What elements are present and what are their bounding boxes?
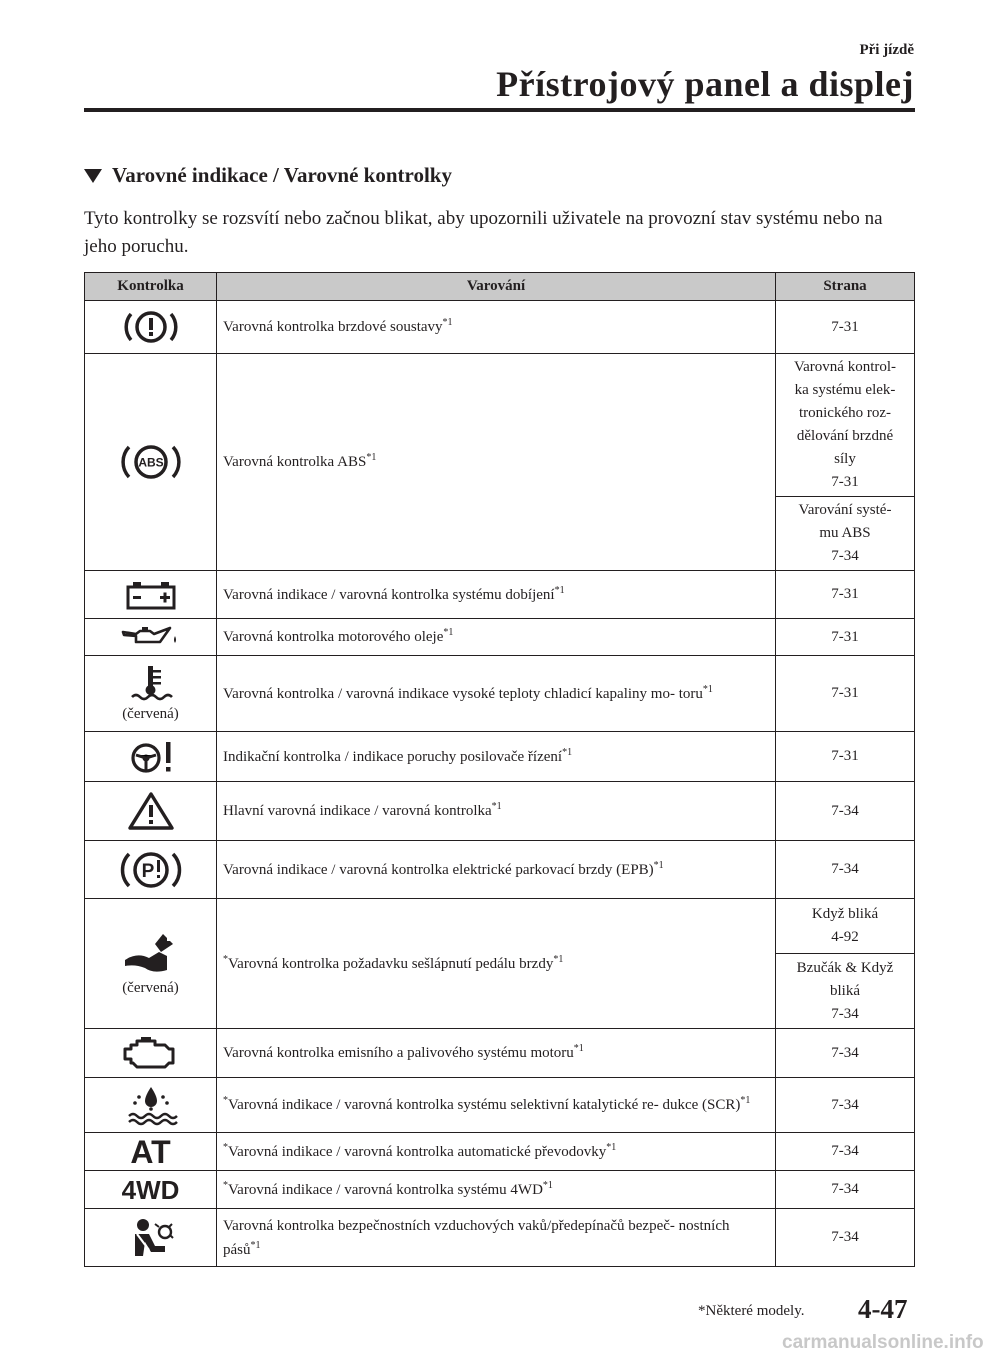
svg-text:ABS: ABS <box>137 455 164 470</box>
page-ref: 7-34 <box>776 1078 915 1133</box>
section-heading-text: Varovné indikace / Varovné kontrolky <box>112 163 452 187</box>
icon-cell <box>85 656 217 732</box>
page-ref: 7-31 <box>776 571 915 619</box>
warning-text: Varovná kontrolka emisního a palivového systému motoru$^{*1}$ <box>217 1029 776 1078</box>
table-row <box>85 571 915 619</box>
page-ref: Varovná kontrol- ka systému elek- tronického roz- dělování brzdné síly 7-31 <box>776 354 915 497</box>
page-ref: Když bliká 4-92 <box>776 899 915 954</box>
warning-text: Varovná kontrolka ABS$^{*1}$ <box>217 354 776 571</box>
warning-text: *Varovná indikace / varovná kontrolka systému selektivní katalytické re- dukce (SCR)$^{*1}$ <box>217 1078 776 1133</box>
page-ref: 7-34 <box>776 841 915 899</box>
icon-cell <box>85 301 217 354</box>
page-ref: 7-34 <box>776 1029 915 1078</box>
warning-text: Varovná indikace / varovná kontrolka elektrické parkovací brzdy (EPB)$^{*1}$ <box>217 841 776 899</box>
section-heading <box>84 163 452 188</box>
table-row <box>85 656 915 732</box>
abs-warning-icon <box>118 439 184 485</box>
icon-cell <box>85 732 217 782</box>
table-row <box>85 619 915 656</box>
running-head: Při jízdě <box>859 42 914 58</box>
table-header-row <box>85 273 915 301</box>
page-number: 4-47 <box>858 1294 908 1324</box>
chapter-title: Přístrojový panel a displej <box>496 64 914 104</box>
icon-cell <box>85 619 217 656</box>
battery-charging-icon <box>123 579 179 611</box>
page-ref: 7-31 <box>776 732 915 782</box>
warning-text: *Varovná indikace / varovná kontrolka automatické převodovky$^{*1}$ <box>217 1133 776 1171</box>
warning-text: *Varovná indikace / varovná kontrolka systému 4WD$^{*1}$ <box>217 1171 776 1209</box>
power-steering-icon <box>126 739 176 775</box>
warning-text: Varovná indikace / varovná kontrolka systému dobíjení$^{*1}$ <box>217 571 776 619</box>
electric-parking-brake-icon <box>119 847 183 893</box>
page-ref: 7-34 <box>776 1209 915 1267</box>
page-ref: 7-34 <box>776 1171 915 1209</box>
header-rule <box>84 108 915 112</box>
warning-text: Indikační kontrolka / indikace poruchy posilovače řízení$^{*1}$ <box>217 732 776 782</box>
check-engine-icon <box>121 1035 181 1071</box>
warning-text: Varovná kontrolka brzdové soustavy$^{*1}$ <box>217 301 776 354</box>
icon-cell <box>85 1171 217 1209</box>
scr-system-icon <box>125 1084 177 1126</box>
watermark: carmanualsonline.info <box>782 1332 984 1353</box>
at-icon: AT <box>130 1133 171 1170</box>
warning-text: Varovná kontrolka motorového oleje$^{*1}$ <box>217 619 776 656</box>
warning-text: *Varovná kontrolka požadavku sešlápnutí pedálu brzdy$^{*1}$ <box>217 899 776 1029</box>
column-header-varovani: Varování <box>217 273 776 301</box>
page-ref: Varování systé- mu ABS 7-34 <box>776 497 915 571</box>
svg-text:P: P <box>141 860 154 882</box>
icon-cell <box>85 782 217 841</box>
warning-text: Hlavní varovná indikace / varovná kontrolka$^{*1}$ <box>217 782 776 841</box>
section-triangle-icon <box>84 169 102 183</box>
table-row <box>85 899 915 954</box>
page-ref: 7-31 <box>776 656 915 732</box>
warning-table <box>84 272 915 1267</box>
table-row <box>85 301 915 354</box>
table-row <box>85 1171 915 1209</box>
warning-text: Varovná kontrolka / varovná indikace vysoké teploty chladicí kapaliny mo- toru$^{*1}$ <box>217 656 776 732</box>
oil-can-icon <box>120 624 182 650</box>
table-row <box>85 732 915 782</box>
table-row <box>85 1029 915 1078</box>
icon-cell <box>85 1078 217 1133</box>
brake-pedal-icon <box>123 930 179 978</box>
4wd-icon: 4WD <box>121 1174 180 1205</box>
table-row <box>85 841 915 899</box>
footnote: *Některé modely. <box>698 1303 805 1319</box>
brake-warning-icon <box>121 307 181 347</box>
table-row <box>85 1133 915 1171</box>
icon-cell <box>85 571 217 619</box>
page-ref: 7-34 <box>776 1133 915 1171</box>
icon-cell <box>85 354 217 571</box>
icon-cell <box>85 841 217 899</box>
icon-cell <box>85 1133 217 1171</box>
page-ref: 7-31 <box>776 619 915 656</box>
table-row <box>85 1209 915 1267</box>
warning-text: Varovná kontrolka bezpečnostních vzduchových vaků/předepínačů bezpeč- nostních pásů$^{*1}$ <box>217 1209 776 1267</box>
table-row <box>85 1078 915 1133</box>
icon-cell <box>85 1029 217 1078</box>
master-warning-icon <box>126 790 176 832</box>
intro-paragraph: Tyto kontrolky se rozsvítí nebo začnou blikat, aby upozornili uživatele na provozní stav systému nebo na jeho poruchu. <box>84 208 883 257</box>
table-row <box>85 354 915 497</box>
airbag-seatbelt-icon <box>125 1216 177 1260</box>
icon-cell <box>85 1209 217 1267</box>
page-ref: 7-31 <box>776 301 915 354</box>
coolant-temperature-icon <box>127 664 175 704</box>
page-ref: Bzučák & Když bliká 7-34 <box>776 954 915 1029</box>
icon-cell <box>85 899 217 1029</box>
page-ref: 7-34 <box>776 782 915 841</box>
color-label: (červená) <box>122 706 179 722</box>
column-header-strana: Strana <box>776 273 915 301</box>
color-label: (červená) <box>122 980 179 996</box>
column-header-kontrolka: Kontrolka <box>85 273 217 301</box>
table-row <box>85 782 915 841</box>
